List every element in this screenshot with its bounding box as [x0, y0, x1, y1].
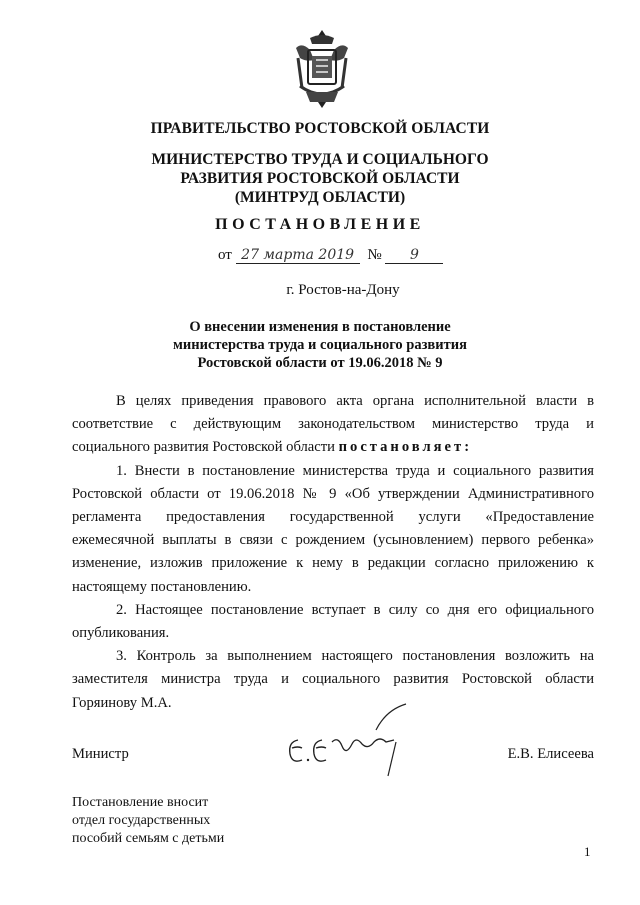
date-prefix: от: [218, 247, 232, 263]
document-date: 27 марта 2019: [236, 247, 360, 264]
note-line: отдел государственных: [72, 813, 211, 828]
subject-line: министерства труда и социального развития: [173, 337, 467, 353]
page-number: 1: [584, 844, 591, 859]
subject-line: Ростовской области от 19.06.2018 № 9: [197, 355, 443, 371]
item-3: 3. Контроль за выполнением настоящего постановления возложить на заместителя министра труда и социального развития Ростовской области Горяинову М.А.: [72, 648, 594, 711]
document-number: 9: [385, 247, 443, 264]
item-2: 2. Настоящее постановление вступает в силу со дня его официального опубликования.: [72, 601, 594, 642]
signatory-name: Е.В. Елисеева: [507, 746, 594, 762]
intro-paragraph: [72, 390, 594, 460]
ministry-line: МИНИСТЕРСТВО ТРУДА И СОЦИАЛЬНОГО: [151, 151, 489, 168]
coat-of-arms-icon: [290, 28, 354, 110]
city: г. Ростов-на-Дону: [286, 282, 400, 298]
subject-line: О внесении изменения в постановление: [189, 319, 451, 335]
number-label: №: [367, 247, 382, 263]
date-line: [218, 247, 443, 264]
note-line: Постановление вносит: [72, 795, 209, 810]
item-1: 1. Внести в постановление министерства труда и социального развития Ростовской области от 19.06.2018 № 9 «Об утверждении Административного регламента предоставления государственной услуги «Предоставление ежемесячной выплаты в связи с рождением (усыновлением) первого ребенка» изменение, изложив приложение к нему в редакции согласно приложению к настоящему постановлению.: [72, 462, 594, 595]
submitter-note: [72, 794, 224, 848]
document-type: ПОСТАНОВЛЕНИЕ: [215, 216, 425, 233]
intro-verb: постановляет:: [338, 439, 473, 456]
signatory-title: Министр: [72, 746, 129, 762]
handwritten-signature: [278, 700, 418, 780]
intro-text: В целях приведения правового акта органа исполнительной власти в соответствие с действующим законодательством министерство труда и социального развития Ростовской области: [72, 393, 594, 456]
ministry-line: (МИНТРУД ОБЛАСТИ): [234, 189, 406, 206]
ministry-line: РАЗВИТИЯ РОСТОВСКОЙ ОБЛАСТИ: [180, 170, 460, 187]
document-body: [72, 390, 594, 715]
note-line: пособий семьям с детьми: [72, 831, 225, 846]
government-title: ПРАВИТЕЛЬСТВО РОСТОВСКОЙ ОБЛАСТИ: [150, 120, 490, 137]
ministry-title: [0, 150, 640, 207]
document-subject: [0, 318, 640, 372]
